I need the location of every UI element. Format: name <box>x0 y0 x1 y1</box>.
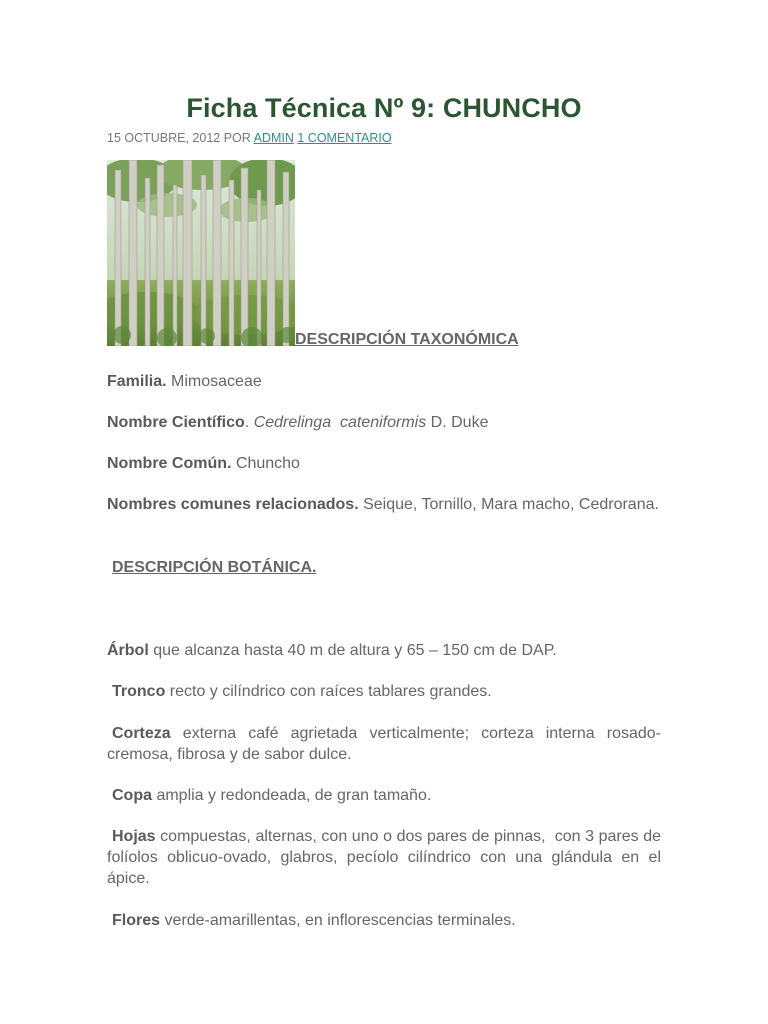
flores-text: verde-amarillentas, en inflorescencias terminales. <box>160 912 516 929</box>
common-name-label: Nombre Común. <box>107 455 232 472</box>
scientific-name-separator: . <box>244 414 250 431</box>
flores-label: Flores <box>112 912 161 929</box>
related-names-label: Nombres comunes relacionados. <box>107 496 359 513</box>
scientific-name-author: D. Duke <box>426 414 489 431</box>
familia-value: Mimosaceae <box>171 373 262 390</box>
copa-text: amplia y redondeada, de gran tamaño. <box>152 787 432 804</box>
section-heading-taxonomic: DESCRIPCIÓN TAXONÓMICA <box>295 331 519 348</box>
article-title: Ficha Técnica Nº 9: CHUNCHO <box>186 93 582 123</box>
corteza-label: Corteza <box>112 725 171 742</box>
tronco-text: recto y cilíndrico con raíces tablares grandes. <box>165 683 492 700</box>
corteza-line <box>107 723 661 765</box>
common-name-value: Chuncho <box>231 455 300 472</box>
scientific-name-value: Cedrelinga cateniformis <box>253 414 427 431</box>
copa-line <box>107 785 661 806</box>
arbol-line <box>107 640 661 661</box>
comments-link[interactable]: 1 COMENTARIO <box>297 131 392 145</box>
arbol-label: Árbol <box>107 642 149 659</box>
corteza-text: externa café agrietada verticalmente; corteza interna rosado-cremosa, fibrosa y de sabor dulce. <box>107 725 661 763</box>
tronco-label: Tronco <box>112 683 166 700</box>
forest-photo <box>107 160 295 346</box>
scientific-name-label: Nombre Científico <box>107 414 245 431</box>
flores-line <box>107 910 661 931</box>
hojas-label: Hojas <box>112 828 156 845</box>
arbol-text: que alcanza hasta 40 m de altura y 65 – 150 cm de DAP. <box>148 642 557 659</box>
familia-label: Familia. <box>107 373 167 390</box>
common-name-line <box>107 453 661 474</box>
author-link[interactable]: ADMIN <box>253 131 294 145</box>
scientific-name-line <box>107 412 661 433</box>
related-names-value: Seique, Tornillo, Mara macho, Cedrorana. <box>358 496 659 513</box>
related-names-line <box>107 494 661 515</box>
hojas-line <box>107 826 666 889</box>
forest-image <box>107 160 295 346</box>
tronco-line <box>107 681 661 702</box>
copa-label: Copa <box>112 787 152 804</box>
hojas-text: compuestas, alternas, con uno o dos pares de pinnas, con 3 pares de folíolos oblicuo-ovado, glabros, pecíolo cilíndrico con una glándula en el ápice. <box>107 828 666 887</box>
familia-line <box>107 371 661 392</box>
post-meta <box>107 131 392 145</box>
section-heading-botanic: DESCRIPCIÓN BOTÁNICA. <box>112 559 317 576</box>
post-date: 15 OCTUBRE, 2012 POR <box>107 131 251 145</box>
